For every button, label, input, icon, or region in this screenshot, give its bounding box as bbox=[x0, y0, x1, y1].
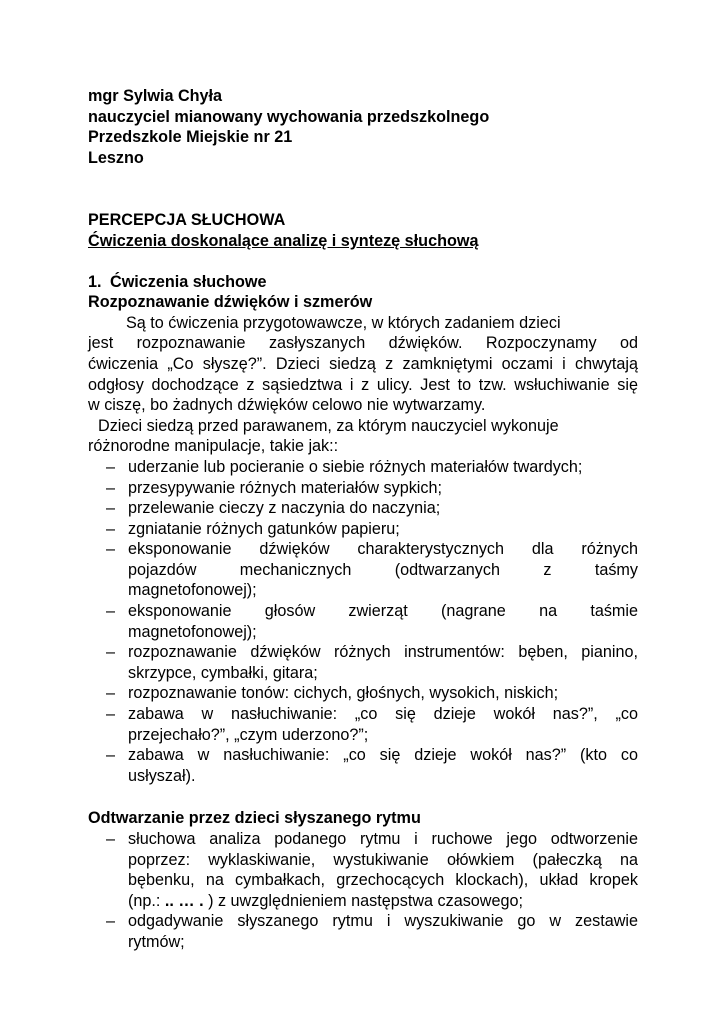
dash-bullet: – bbox=[106, 643, 116, 662]
section1-subheading: Rozpoznawanie dźwięków i szmerów bbox=[88, 293, 373, 312]
author-city: Leszno bbox=[88, 148, 144, 167]
dash-bullet: – bbox=[106, 499, 116, 518]
paragraph-2 bbox=[88, 416, 638, 457]
dash-bullet: – bbox=[106, 912, 116, 931]
dash-bullet: – bbox=[106, 540, 116, 559]
list-item: – przesypywanie różnych materiałów sypkich; bbox=[106, 478, 442, 497]
rhythm-dots: .. … . bbox=[164, 891, 204, 910]
paragraph-line: jest rozpoznawanie zasłyszanych dźwięków. Rozpoczynamy od bbox=[88, 334, 638, 353]
list-item: – zabawa w nasłuchiwanie: „co się dzieje wokół nas?”, „co przejechało?”, „czym uderzono?”; bbox=[106, 705, 638, 744]
list-item: – zgniatanie różnych gatunków papieru; bbox=[106, 519, 400, 538]
paragraph-1 bbox=[88, 313, 638, 416]
dash-bullet: – bbox=[106, 457, 116, 476]
list-item: – przelewanie cieczy z naczynia do naczynia; bbox=[106, 499, 441, 518]
dash-bullet: – bbox=[106, 705, 116, 724]
paragraph-line: odgłosy dochodzące z sąsiedztwa i z ulicy. Jest to tzw. wsłuchiwanie się bbox=[88, 375, 638, 394]
section1-title: Ćwiczenia słuchowe bbox=[110, 272, 267, 291]
section2-heading: Odtwarzanie przez dzieci słyszanego rytmu bbox=[88, 809, 421, 828]
author-name: mgr Sylwia Chyła bbox=[88, 87, 223, 105]
list-item: – słuchowa analiza podanego rytmu i ruchowe jego odtworzenie poprzez: wyklaskiwanie, wystukiwanie ołówkiem (pałeczką na bębenku, na cymbałkach, grzechocących klockach), układ kropek (np.: .. … . ) z uwzględnieniem następstwa czasowego; bbox=[106, 830, 638, 910]
dash-bullet: – bbox=[106, 830, 116, 848]
paragraph-line: Dzieci siedzą przed parawanem, za którym nauczyciel wykonuje bbox=[98, 416, 559, 435]
dash-bullet: – bbox=[106, 602, 116, 621]
rhythm-list bbox=[88, 829, 638, 953]
paragraph-line: ćwiczenia „Co słyszę?”. Dzieci siedzą z zamkniętymi oczami i chwytają bbox=[88, 354, 638, 373]
list-item: – odgadywanie słyszanego rytmu i wyszukiwanie go w zestawie rytmów; bbox=[106, 912, 638, 951]
dots-line: (np.: .. … . ) z uwzględnieniem następstwa czasowego; bbox=[128, 891, 523, 910]
dash-bullet: – bbox=[106, 519, 116, 538]
author-position: nauczyciel mianowany wychowania przedszkolnego bbox=[88, 107, 490, 126]
dash-bullet: – bbox=[106, 746, 116, 765]
list-item: – zabawa w nasłuchiwanie: „co się dzieje wokół nas?” (kto co usłyszał). bbox=[106, 746, 638, 785]
document-page bbox=[88, 86, 638, 953]
list-item: – eksponowanie dźwięków charakterystycznych dla różnych pojazdów mechanicznych (odtwarzanych z taśmy magnetofonowej); bbox=[106, 540, 638, 600]
manipulations-list bbox=[88, 457, 638, 787]
document-subtitle: Ćwiczenia doskonalące analizę i syntezę słuchową bbox=[88, 231, 479, 250]
list-item: – eksponowanie głosów zwierząt (nagrane na taśmie magnetofonowej); bbox=[106, 602, 638, 641]
section1-heading bbox=[88, 272, 638, 293]
dash-bullet: – bbox=[106, 478, 116, 497]
paragraph-line: Są to ćwiczenia przygotowawcze, w których zadaniem dzieci bbox=[126, 313, 561, 332]
author-school: Przedszkole Miejskie nr 21 bbox=[88, 128, 293, 147]
paragraph-line: różnorodne manipulacje, takie jak:: bbox=[88, 437, 339, 456]
list-item: – uderzanie lub pocieranie o siebie różnych materiałów twardych; bbox=[106, 457, 583, 476]
list-item: – rozpoznawanie tonów: cichych, głośnych, wysokich, niskich; bbox=[106, 684, 559, 703]
dash-bullet: – bbox=[106, 684, 116, 703]
author-block bbox=[88, 86, 638, 168]
section1-number: 1. bbox=[88, 272, 102, 291]
list-item: – rozpoznawanie dźwięków różnych instrumentów: bęben, pianino, skrzypce, cymbałki, gitara; bbox=[106, 643, 638, 682]
paragraph-line: w ciszę, bo żadnych dźwięków celowo nie wytwarzamy. bbox=[88, 396, 486, 415]
document-title: PERCEPCJA SŁUCHOWA bbox=[88, 211, 286, 230]
